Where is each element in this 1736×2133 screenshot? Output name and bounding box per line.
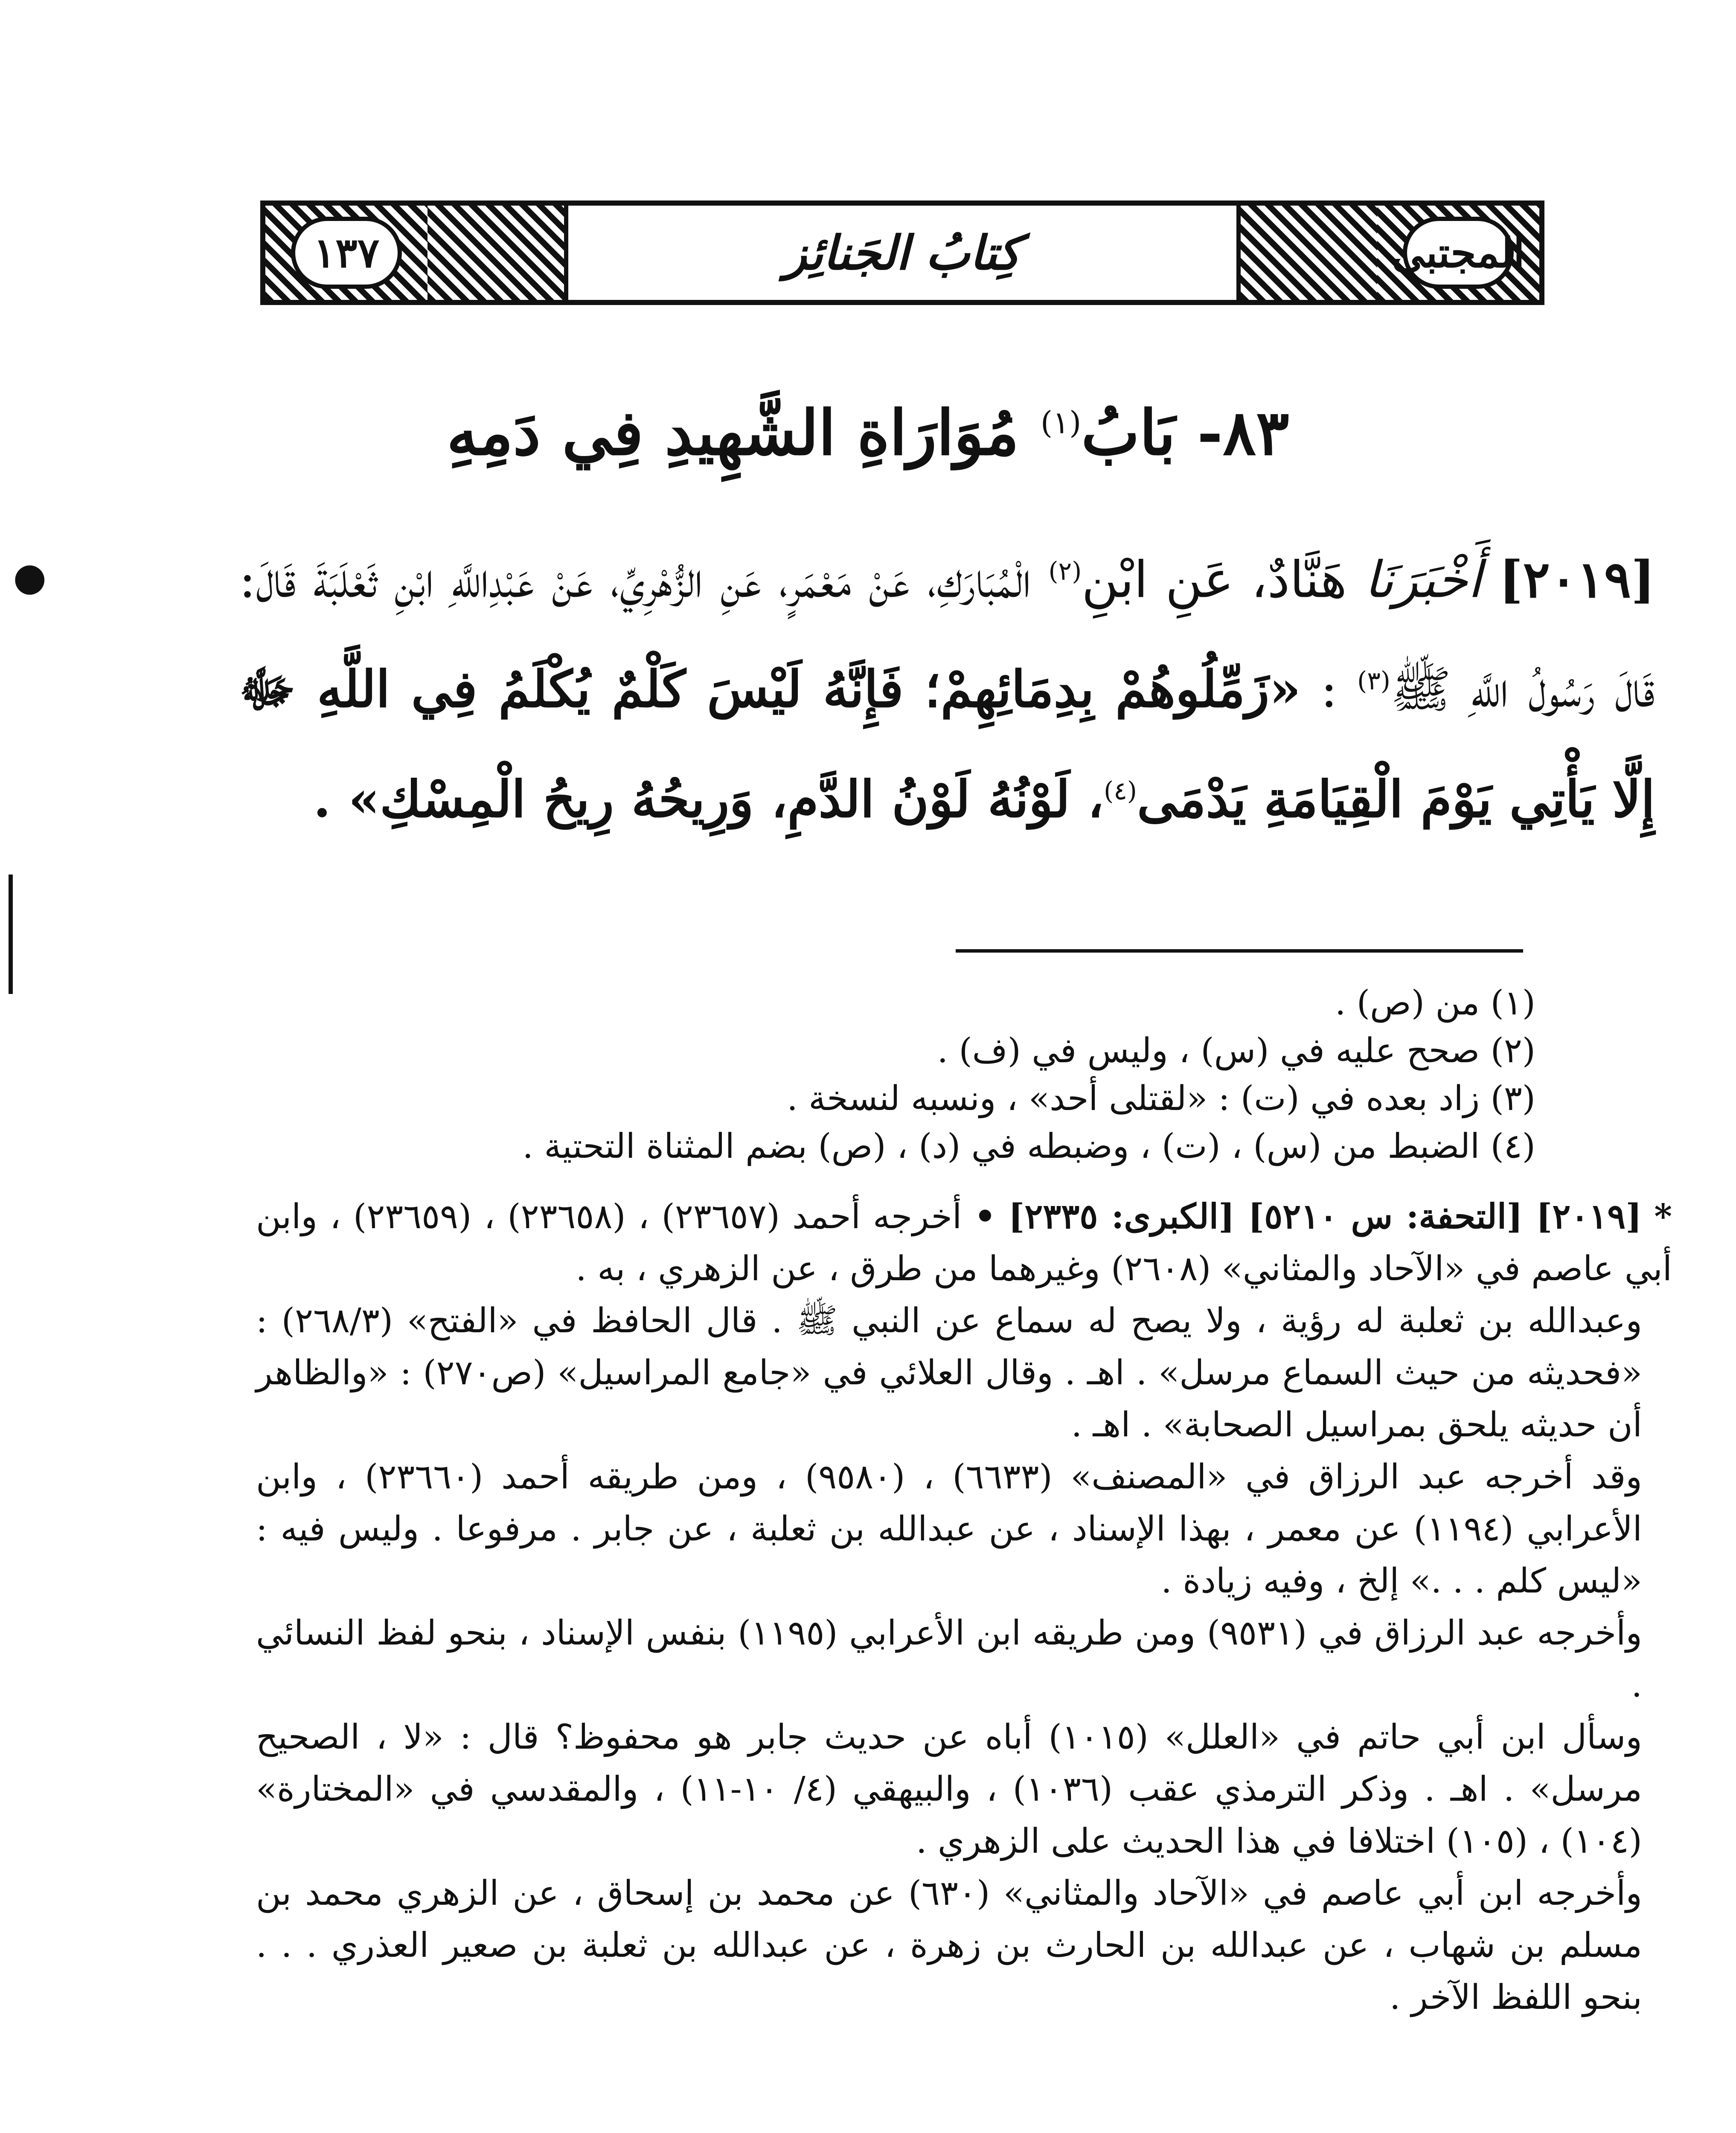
page-number: ١٣٧ <box>313 229 380 277</box>
hadith-matn-2: ، لَوْنُهُ لَوْنُ الدَّمِ، وَرِيحُهُ رِيحُ الْمِسْكِ» . <box>313 769 1104 828</box>
chapter-word: بَابُ <box>1081 397 1176 469</box>
takhrij-paragraph-4: وأخرجه عبد الرزاق في (٩٥٣١) ومن طريقه ابن الأعرابي (١١٩٥) بنفس الإسناد ، بنحو لفظ النسائي . <box>256 1613 1642 1705</box>
page-header <box>260 201 1544 305</box>
hadith-colon: : <box>1320 660 1338 719</box>
ornament-left <box>1377 206 1539 300</box>
chapter-number: ٨٣- <box>1197 397 1289 469</box>
footnote-ref-4: (٤) <box>1104 776 1137 805</box>
takhrij-paragraph-6: وأخرجه ابن أبي عاصم في «الآحاد والمثاني» (٦٣٠) عن محمد بن إسحاق ، عن الزهري محمد بن مسلم بن شهاب ، عن عبدالله بن الحارث بن زهرة ، عن عبدالله بن ثعلبة بن صعير العذري . . . بنحو اللفظ الآخر . <box>256 1873 1642 2017</box>
ornament-right <box>265 206 427 300</box>
takhrij-paragraph-2: وعبدالله بن ثعلبة له رؤية ، ولا يصح له سماع عن النبي ﷺ . قال الحافظ في «الفتح» (٢٦٨/٣) : «فحديثه من حيث السماع مرسل» . اهـ . وقال العلائي في «جامع المراسيل» (ص٢٧٠) : «والظاهر أن حديثه يلحق بمراسيل الصحابة» . اهـ . <box>256 1301 1643 1444</box>
star-icon: * <box>1654 1196 1672 1236</box>
footnote-4: (٤) الضبط من (س) ، (ت) ، وضبطه في (د) ، (ص) بضم المثناة التحتية . <box>522 1126 1535 1166</box>
hadith-verb: أَخْبَرَنَا <box>1364 550 1482 609</box>
page-number-medallion <box>291 217 402 289</box>
takhrij-paragraph-5: وسأل ابن أبي حاتم في «العلل» (١٠١٥) أباه عن حديث جابر هو محفوظ؟ قال : «لا ، الصحيح مرسل» . اهـ . وذكر الترمذي عقب (١٠٣٦) ، والبيهقي (٤/ ١٠-١١) ، والمقدسي في «المختارة» (١٠٤) ، (١٠٥) اختلافا في هذا الحديث على الزهري . <box>256 1717 1642 1861</box>
bullet-dot-icon: • <box>974 1196 996 1236</box>
footnote-2: (٢) صحح عليه في (س) ، وليس في (ف) . <box>937 1031 1535 1070</box>
footnote-3: (٣) زاد بعده في (ت) : «لقتلى أحد» ، ونسبه لنسخة . <box>787 1078 1535 1118</box>
hadith-number: [٢٠١٩] <box>1499 549 1655 609</box>
footnote-divider <box>956 949 1523 953</box>
hadith-isnad-1: هَنَّادٌ، عَنِ ابْنِ <box>1082 550 1347 609</box>
takhrij-paragraph-3: وقد أخرجه عبد الرزاق في «المصنف» (٦٦٣٣) ، (٩٥٨٠) ، ومن طريقه أحمد (٢٣٦٦٠) ، وابن الأعرابي (١١٩٤) عن معمر ، بهذا الإسناد ، عن عبدالله بن ثعلبة ، عن جابر . مرفوعا . وليس فيه : «ليس كلم . . .» إلخ ، وفيه زيادة . <box>256 1457 1643 1601</box>
footnote-1: (١) من (ص) . <box>1335 983 1535 1023</box>
takhrij-paragraph-1 <box>256 1190 1672 1295</box>
chapter-title: مُوَارَاةِ الشَّهِيدِ فِي دَمِهِ <box>447 397 1019 469</box>
hadith-isnad-2: الْمُبَارَكِ، عَنْ مَعْمَرٍ، عَنِ الزُّهْرِيِّ، عَنْ عَبْدِاللَّهِ ابْنِ ثَعْلَبَةَ قَالَ: قَالَ رَسُولُ اللَّهِ ﷺ <box>239 550 1655 719</box>
book-title: كِتابُ الجَنائِز <box>564 206 1241 300</box>
ornament-inner-right <box>427 206 564 300</box>
hadith-matn-1: «زَمِّلُوهُمْ بِدِمَائِهِمْ؛ فَإِنَّهُ لَيْسَ كَلْمٌ يُكْلَمُ فِي اللَّهِ ﷻ إِلَّا يَأْتِي يَوْمَ الْقِيَامَةِ يَدْمَى <box>239 659 1655 828</box>
hadith-text <box>239 520 1655 850</box>
takhrij-text-1: أخرجه أحمد (٢٣٦٥٧) ، (٢٣٦٥٨) ، (٢٣٦٥٩) ، وابن أبي عاصم في «الآحاد والمثاني» (٢٦٠٨) وغيرهما من طرق ، عن الزهري ، به . <box>256 1197 1672 1288</box>
series-medallion <box>1392 217 1525 289</box>
bullet-icon: ● <box>13 555 47 599</box>
footnote-ref-2: (٢) <box>1048 556 1082 586</box>
scan-mark-left <box>9 875 13 994</box>
footnote-ref-3: (٣) <box>1357 666 1390 696</box>
footnotes <box>256 979 1535 1170</box>
takhrij-section <box>256 1190 1672 2023</box>
ornament-inner-left <box>1241 206 1377 300</box>
takhrij-reference: [٢٠١٩] [التحفة: س ٥٢١٠] [الكبرى: ٢٣٣٥] <box>1008 1196 1642 1236</box>
series-name: المجتبى <box>1392 229 1525 277</box>
chapter-footnote-ref: (١) <box>1040 405 1082 441</box>
chapter-heading <box>0 397 1736 469</box>
